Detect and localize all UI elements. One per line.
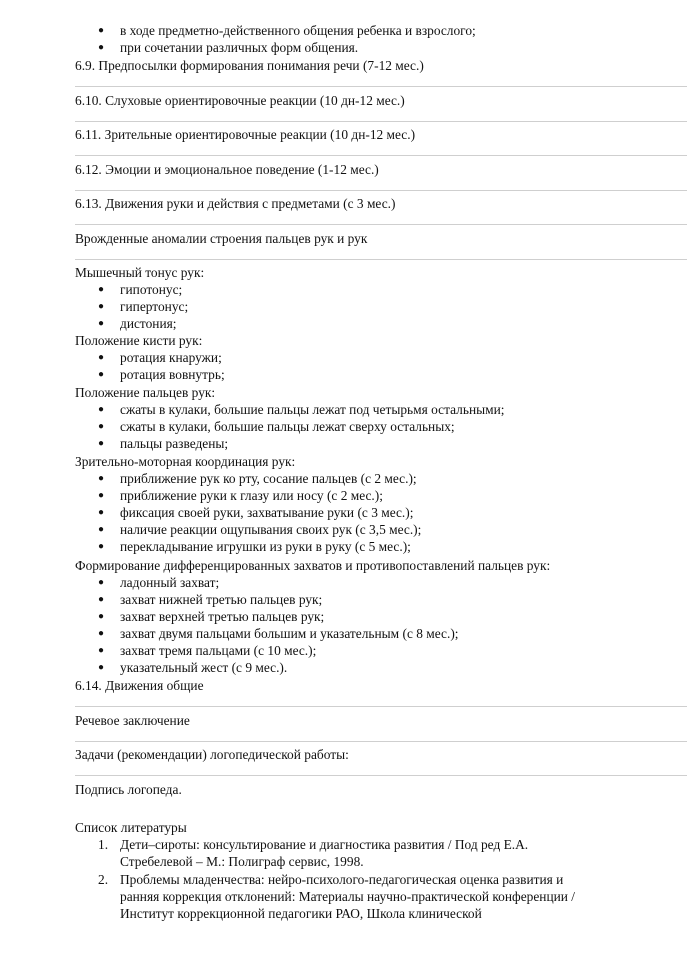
list-item-text: захват нижней третью пальцев рук; <box>120 592 323 607</box>
section-heading: Речевое заключение <box>75 713 190 728</box>
section-heading: 6.14. Движения общие <box>75 678 204 693</box>
list-item-text: дистония; <box>120 316 177 331</box>
group-title: Формирование дифференцированных захватов и противопоставлений пальцев рук: <box>75 558 551 573</box>
list-item-text: ротация вовнутрь; <box>120 367 225 382</box>
list-item-text: указательный жест (с 9 мес.). <box>120 660 288 675</box>
reference-text: Институт коррекционной педагогики РАО, Школа клинической <box>120 906 482 921</box>
group-title: Зрительно-моторная координация рук: <box>75 454 296 469</box>
reference-text: ранняя коррекция отклонений: Материалы научно-практической конференции / <box>120 889 576 904</box>
divider <box>75 121 687 122</box>
list-item-text: гипотонус; <box>120 282 183 297</box>
divider <box>75 775 687 776</box>
bullet-icon: ● <box>98 42 105 53</box>
section-heading: Задачи (рекомендации) логопедической работы: <box>75 747 349 762</box>
list-item-text: сжаты в кулаки, большие пальцы лежат сверху остальных; <box>120 419 455 434</box>
section-heading: Врожденные аномалии строения пальцев рук и рук <box>75 231 368 246</box>
bullet-icon: ● <box>98 662 105 673</box>
divider <box>75 224 687 225</box>
bullet-icon: ● <box>98 645 105 656</box>
bullet-icon: ● <box>98 318 105 329</box>
divider <box>75 190 687 191</box>
list-item-text: в ходе предметно-действенного общения ребенка и взрослого; <box>120 23 476 38</box>
list-item-text: захват двумя пальцами большим и указательным (с 8 мес.); <box>120 626 459 641</box>
list-item-text: приближение руки к глазу или носу (с 2 мес.); <box>120 488 383 503</box>
divider <box>75 86 687 87</box>
reference-text: Стребелевой – М.: Полиграф сервис, 1998. <box>120 854 364 869</box>
bullet-icon: ● <box>98 404 105 415</box>
list-item-text: фиксация своей руки, захватывание руки (с 3 мес.); <box>120 505 414 520</box>
divider <box>75 741 687 742</box>
reference-number: 2. <box>98 872 109 887</box>
bullet-icon: ● <box>98 577 105 588</box>
list-item-text: сжаты в кулаки, большие пальцы лежат под четырьмя остальными; <box>120 402 505 417</box>
bullet-icon: ● <box>98 438 105 449</box>
group-title: Мышечный тонус рук: <box>75 265 205 280</box>
section-heading: 6.9. Предпосылки формирования понимания речи (7-12 мес.) <box>75 58 424 73</box>
section-heading: 6.10. Слуховые ориентировочные реакции (10 дн-12 мес.) <box>75 93 405 108</box>
list-item-text: гипертонус; <box>120 299 189 314</box>
group-title: Положение пальцев рук: <box>75 385 216 400</box>
bullet-icon: ● <box>98 628 105 639</box>
reference-text: Проблемы младенчества: нейро-психолого-педагогическая оценка развития и <box>120 872 564 887</box>
bullet-icon: ● <box>98 421 105 432</box>
bullet-icon: ● <box>98 369 105 380</box>
list-item-text: захват верхней третью пальцев рук; <box>120 609 325 624</box>
bullet-icon: ● <box>98 541 105 552</box>
bullet-icon: ● <box>98 490 105 501</box>
list-item-text: ладонный захват; <box>120 575 220 590</box>
bullet-icon: ● <box>98 524 105 535</box>
section-heading: 6.13. Движения руки и действия с предметами (с 3 мес.) <box>75 196 396 211</box>
section-heading: 6.12. Эмоции и эмоциональное поведение (1-12 мес.) <box>75 162 379 177</box>
bullet-icon: ● <box>98 507 105 518</box>
group-title: Положение кисти рук: <box>75 333 203 348</box>
list-item-text: перекладывание игрушки из руки в руку (с 5 мес.); <box>120 539 411 554</box>
list-item-text: при сочетании различных форм общения. <box>120 40 359 55</box>
divider <box>75 155 687 156</box>
bullet-icon: ● <box>98 611 105 622</box>
references-title: Список литературы <box>75 820 187 835</box>
bullet-icon: ● <box>98 352 105 363</box>
list-item-text: наличие реакции ощупывания своих рук (с 3,5 мес.); <box>120 522 422 537</box>
list-item-text: приближение рук ко рту, сосание пальцев (с 2 мес.); <box>120 471 417 486</box>
bullet-icon: ● <box>98 594 105 605</box>
bullet-icon: ● <box>98 473 105 484</box>
reference-text: Дети–сироты: консультирование и диагностика развития / Под ред Е.А. <box>120 837 529 852</box>
section-heading: 6.11. Зрительные ориентировочные реакции (10 дн-12 мес.) <box>75 127 416 142</box>
divider <box>75 706 687 707</box>
list-item-text: захват тремя пальцами (с 10 мес.); <box>120 643 317 658</box>
bullet-icon: ● <box>98 284 105 295</box>
bullet-icon: ● <box>98 301 105 312</box>
list-item-text: ротация кнаружи; <box>120 350 222 365</box>
reference-number: 1. <box>98 837 109 852</box>
bullet-icon: ● <box>98 25 105 36</box>
list-item-text: пальцы разведены; <box>120 436 229 451</box>
divider <box>75 259 687 260</box>
section-heading: Подпись логопеда. <box>75 782 182 797</box>
